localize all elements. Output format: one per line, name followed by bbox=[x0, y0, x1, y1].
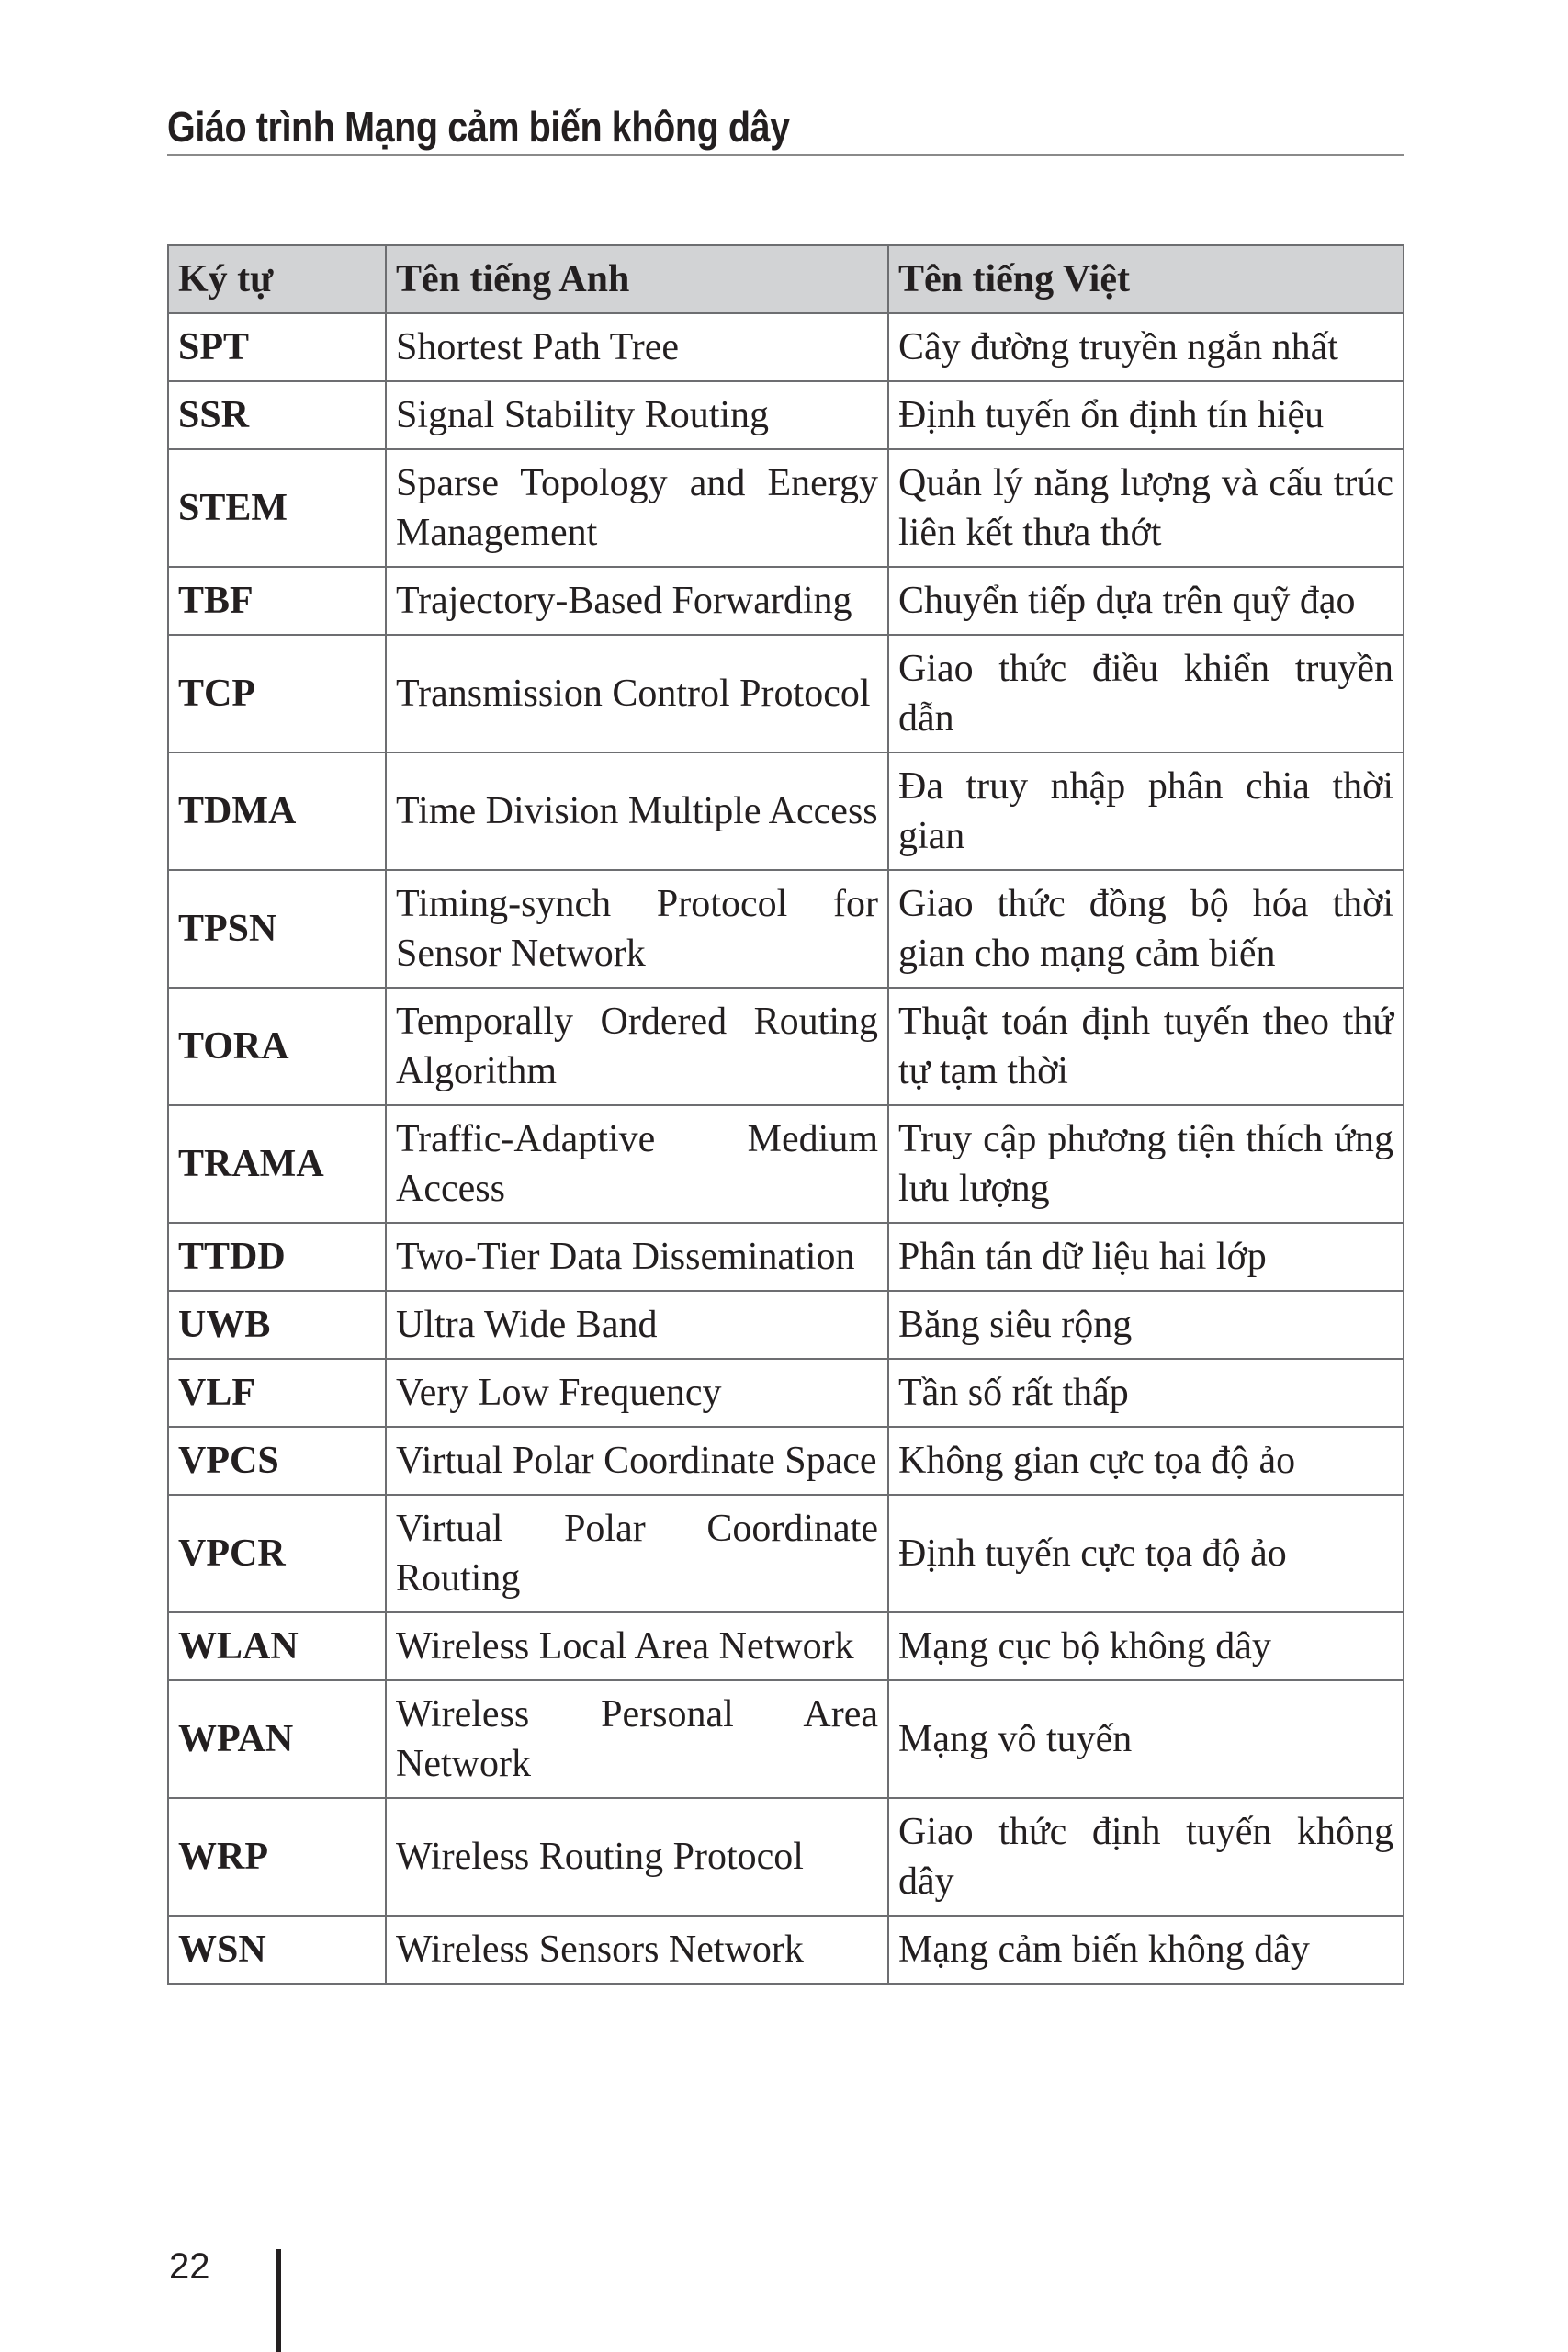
english-name-cell: Time Division Multiple Access bbox=[386, 752, 888, 870]
vietnamese-name-cell: Quản lý năng lượng và cấu trúc liên kết thưa thớt bbox=[888, 449, 1404, 567]
column-header-vietnamese-name: Tên tiếng Việt bbox=[888, 245, 1404, 313]
english-name-cell: Shortest Path Tree bbox=[386, 313, 888, 381]
vietnamese-name-cell: Chuyển tiếp dựa trên quỹ đạo bbox=[888, 567, 1404, 635]
abbreviation-cell: STEM bbox=[168, 449, 386, 567]
abbreviation-cell: TBF bbox=[168, 567, 386, 635]
vietnamese-name-cell: Đa truy nhập phân chia thời gian bbox=[888, 752, 1404, 870]
english-name-cell: Temporally Ordered Routing Algorithm bbox=[386, 988, 888, 1105]
vietnamese-name-cell: Mạng vô tuyến bbox=[888, 1680, 1404, 1798]
english-name-cell: Ultra Wide Band bbox=[386, 1291, 888, 1359]
footer-rule bbox=[276, 2249, 281, 2352]
table-header-row bbox=[168, 245, 1404, 313]
english-name-cell: Virtual Polar Coordinate Routing bbox=[386, 1495, 888, 1612]
english-name-cell: Signal Stability Routing bbox=[386, 381, 888, 449]
vietnamese-name-cell: Tần số rất thấp bbox=[888, 1359, 1404, 1427]
abbreviation-cell: VLF bbox=[168, 1359, 386, 1427]
abbreviation-cell: TRAMA bbox=[168, 1105, 386, 1223]
running-header-title: Giáo trình Mạng cảm biến không dây bbox=[167, 103, 790, 151]
vietnamese-name-cell: Giao thức đồng bộ hóa thời gian cho mạng cảm biến bbox=[888, 870, 1404, 988]
table-row bbox=[168, 1916, 1404, 1984]
english-name-cell: Wireless Routing Protocol bbox=[386, 1798, 888, 1916]
abbreviation-cell: SSR bbox=[168, 381, 386, 449]
english-name-cell: Two-Tier Data Dissemination bbox=[386, 1223, 888, 1291]
abbreviation-cell: TPSN bbox=[168, 870, 386, 988]
table-row bbox=[168, 1680, 1404, 1798]
abbreviation-cell: WSN bbox=[168, 1916, 386, 1984]
column-header-abbreviation: Ký tự bbox=[168, 245, 386, 313]
abbreviation-cell: TTDD bbox=[168, 1223, 386, 1291]
table-row bbox=[168, 381, 1404, 449]
abbreviation-cell: WRP bbox=[168, 1798, 386, 1916]
abbreviation-cell: WPAN bbox=[168, 1680, 386, 1798]
vietnamese-name-cell: Giao thức định tuyến không dây bbox=[888, 1798, 1404, 1916]
table-row bbox=[168, 313, 1404, 381]
table-row bbox=[168, 988, 1404, 1105]
vietnamese-name-cell: Truy cập phương tiện thích ứng lưu lượng bbox=[888, 1105, 1404, 1223]
table-row bbox=[168, 449, 1404, 567]
english-name-cell: Timing-synch Protocol for Sensor Network bbox=[386, 870, 888, 988]
vietnamese-name-cell: Cây đường truyền ngắn nhất bbox=[888, 313, 1404, 381]
vietnamese-name-cell: Mạng cục bộ không dây bbox=[888, 1612, 1404, 1680]
vietnamese-name-cell: Định tuyến ổn định tín hiệu bbox=[888, 381, 1404, 449]
english-name-cell: Trajectory-Based Forwarding bbox=[386, 567, 888, 635]
page-number: 22 bbox=[169, 2246, 210, 2287]
running-header bbox=[167, 99, 1404, 156]
english-name-cell: Wireless Local Area Network bbox=[386, 1612, 888, 1680]
abbreviation-cell: SPT bbox=[168, 313, 386, 381]
abbreviation-cell: VPCS bbox=[168, 1427, 386, 1495]
table-row bbox=[168, 870, 1404, 988]
table-row bbox=[168, 567, 1404, 635]
english-name-cell: Very Low Frequency bbox=[386, 1359, 888, 1427]
table-row bbox=[168, 635, 1404, 752]
table-row bbox=[168, 1291, 1404, 1359]
english-name-cell: Transmission Control Protocol bbox=[386, 635, 888, 752]
table-row bbox=[168, 1798, 1404, 1916]
vietnamese-name-cell: Giao thức điều khiển truyền dẫn bbox=[888, 635, 1404, 752]
abbreviation-table bbox=[167, 244, 1404, 1984]
abbreviation-cell: TORA bbox=[168, 988, 386, 1105]
table-row bbox=[168, 1223, 1404, 1291]
table-row bbox=[168, 1495, 1404, 1612]
abbreviation-cell: UWB bbox=[168, 1291, 386, 1359]
vietnamese-name-cell: Mạng cảm biến không dây bbox=[888, 1916, 1404, 1984]
vietnamese-name-cell: Phân tán dữ liệu hai lớp bbox=[888, 1223, 1404, 1291]
column-header-english-name: Tên tiếng Anh bbox=[386, 245, 888, 313]
table-row bbox=[168, 1612, 1404, 1680]
abbreviation-cell: TDMA bbox=[168, 752, 386, 870]
vietnamese-name-cell: Định tuyến cực tọa độ ảo bbox=[888, 1495, 1404, 1612]
english-name-cell: Traffic-Adaptive Medium Access bbox=[386, 1105, 888, 1223]
table-row bbox=[168, 752, 1404, 870]
english-name-cell: Virtual Polar Coordinate Space bbox=[386, 1427, 888, 1495]
table-row bbox=[168, 1427, 1404, 1495]
abbreviation-cell: TCP bbox=[168, 635, 386, 752]
vietnamese-name-cell: Không gian cực tọa độ ảo bbox=[888, 1427, 1404, 1495]
table-row bbox=[168, 1105, 1404, 1223]
vietnamese-name-cell: Băng siêu rộng bbox=[888, 1291, 1404, 1359]
abbreviation-cell: WLAN bbox=[168, 1612, 386, 1680]
table-row bbox=[168, 1359, 1404, 1427]
abbreviation-cell: VPCR bbox=[168, 1495, 386, 1612]
english-name-cell: Sparse Topology and Energy Management bbox=[386, 449, 888, 567]
vietnamese-name-cell: Thuật toán định tuyến theo thứ tự tạm thời bbox=[888, 988, 1404, 1105]
english-name-cell: Wireless Personal Area Network bbox=[386, 1680, 888, 1798]
english-name-cell: Wireless Sensors Network bbox=[386, 1916, 888, 1984]
